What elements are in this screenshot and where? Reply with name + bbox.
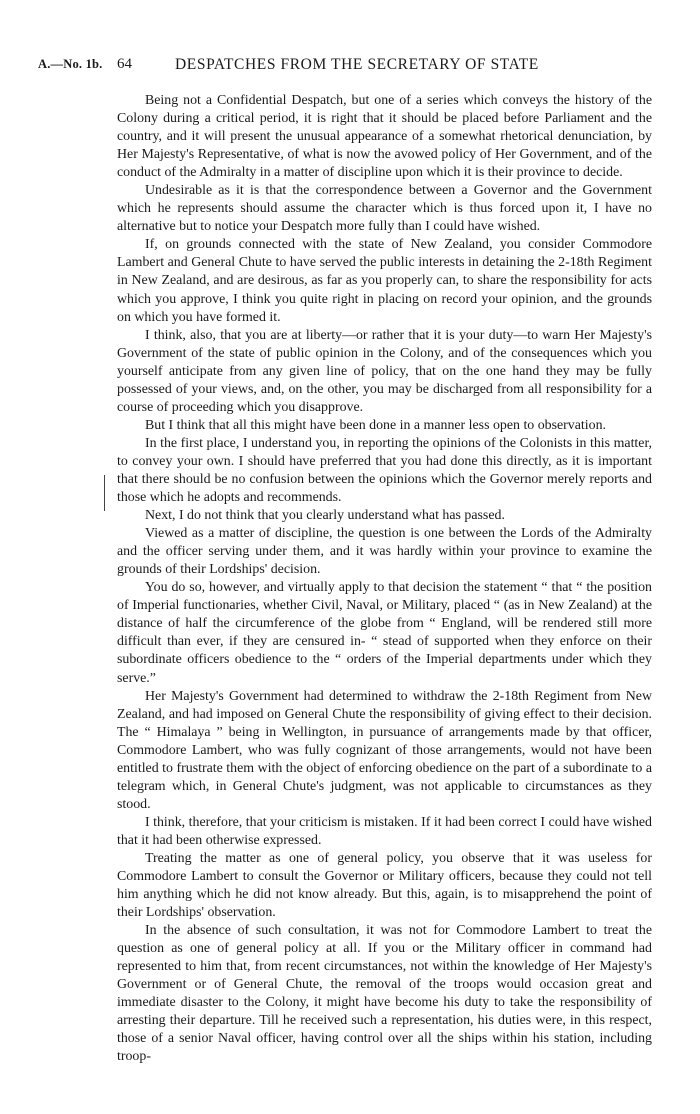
paragraph: I think, also, that you are at liberty—or rather that it is your duty—to warn Her Majesty's Government of the state of public opinion in the Colony, and of the consequences which you yourself anticipate from any given line of policy, that on the one hand they may be fully possessed of your views, and, on the other, you may be discharged from all responsibility for a course of proceeding which you disapprove. — [117, 327, 652, 415]
page-header — [0, 57, 700, 79]
paragraph: I think, therefore, that your criticism is mistaken. If it had been correct I could have wished that it had been otherwise expressed. — [117, 814, 652, 848]
paragraph: But I think that all this might have been done in a manner less open to observation. — [145, 417, 606, 433]
running-title: DESPATCHES FROM THE SECRETARY OF STATE — [175, 56, 539, 73]
paragraph: You do so, however, and virtually apply to that decision the statement “ that “ the position of Imperial functionaries, whether Civil, Naval, or Military, placed “ (as in New Zealand) at the distance of half the circumference of the globe from “ England, will be rendered still more difficult than ever, if they are censured in- “ stead of supported when they enforce on their subordinate officers obedience to the “ orders of the Imperial departments under which they serve.” — [117, 580, 652, 686]
paragraph: Her Majesty's Government had determined to withdraw the 2-18th Regiment from New Zealand, and had imposed on General Chute the responsibility of giving effect to their decision. The “ Himalaya ” being in Wellington, in pursuance of arrangements made by that officer, Commodore Lambert, who was fully cognizant of those arrangements, would not have been entitled to frustrate them with the object of enforcing obedience on the part of a subordinate to a telegram which, in General Chute's judgment, was not applicable to circumstances as they stood. — [117, 688, 652, 812]
page-number: 64 — [117, 56, 132, 72]
margin-mark — [104, 475, 105, 511]
document-reference: A.—No. 1b. — [38, 57, 103, 71]
paragraph: Next, I do not think that you clearly understand what has passed. — [145, 508, 505, 524]
paragraph: Treating the matter as one of general policy, you observe that it was useless for Commodore Lambert to consult the Governor or Military officers, because they could not tell him anything which he did not know already. But this, again, is to misapprehend the point of their Lordships' observation. — [117, 850, 652, 921]
paragraph: In the first place, I understand you, in reporting the opinions of the Colonists in this matter, to convey your own. I should have preferred that you had done this directly, as it is important that there should be no confusion between the opinions which the Governor merely reports and those which he adopts and recommends. — [117, 435, 652, 506]
body-text — [117, 92, 652, 1067]
paragraph: In the absence of such consultation, it was not for Commodore Lambert to treat the question as one of general policy at all. If you or the Military officer in command had represented to him that, from recent circumstances, not within the knowledge of Her Majesty's Government or of General Chute, the removal of the troops would occasion great and immediate disaster to the Colony, it might have become his duty to take the responsibility of arresting their departure. Till he received such a representation, his duties were, in this respect, those of a senior Naval officer, having control over all the ships within his station, including troop- — [117, 923, 652, 1065]
paragraph: Viewed as a matter of discipline, the question is one between the Lords of the Admiralty and the officer serving under them, and it was hardly within your province to examine the grounds of their Lordships' decision. — [117, 526, 652, 578]
paragraph: Being not a Confidential Despatch, but one of a series which conveys the history of the Colony during a critical period, it is right that it should be placed before Parliament and the country, and it will present the unusual appearance of a somewhat rhetorical denunciation, by Her Majesty's Representative, of what is now the avowed policy of Her Government, and of the conduct of the Admiralty in a matter of discipline upon which it is their province to decide. — [117, 93, 652, 181]
paragraph: Undesirable as it is that the correspondence between a Governor and the Government which he represents should assume the character which is thus forced upon it, I have no alternative but to notice your Despatch more fully than I could have wished. — [117, 183, 652, 235]
paragraph: If, on grounds connected with the state of New Zealand, you consider Commodore Lambert and General Chute to have served the public interests in detaining the 2-18th Regiment in New Zealand, and are desirous, as far as you properly can, to share the responsibility for acts which you approve, I think you quite right in placing on record your opinion, and the grounds on which you have formed it. — [117, 237, 652, 325]
